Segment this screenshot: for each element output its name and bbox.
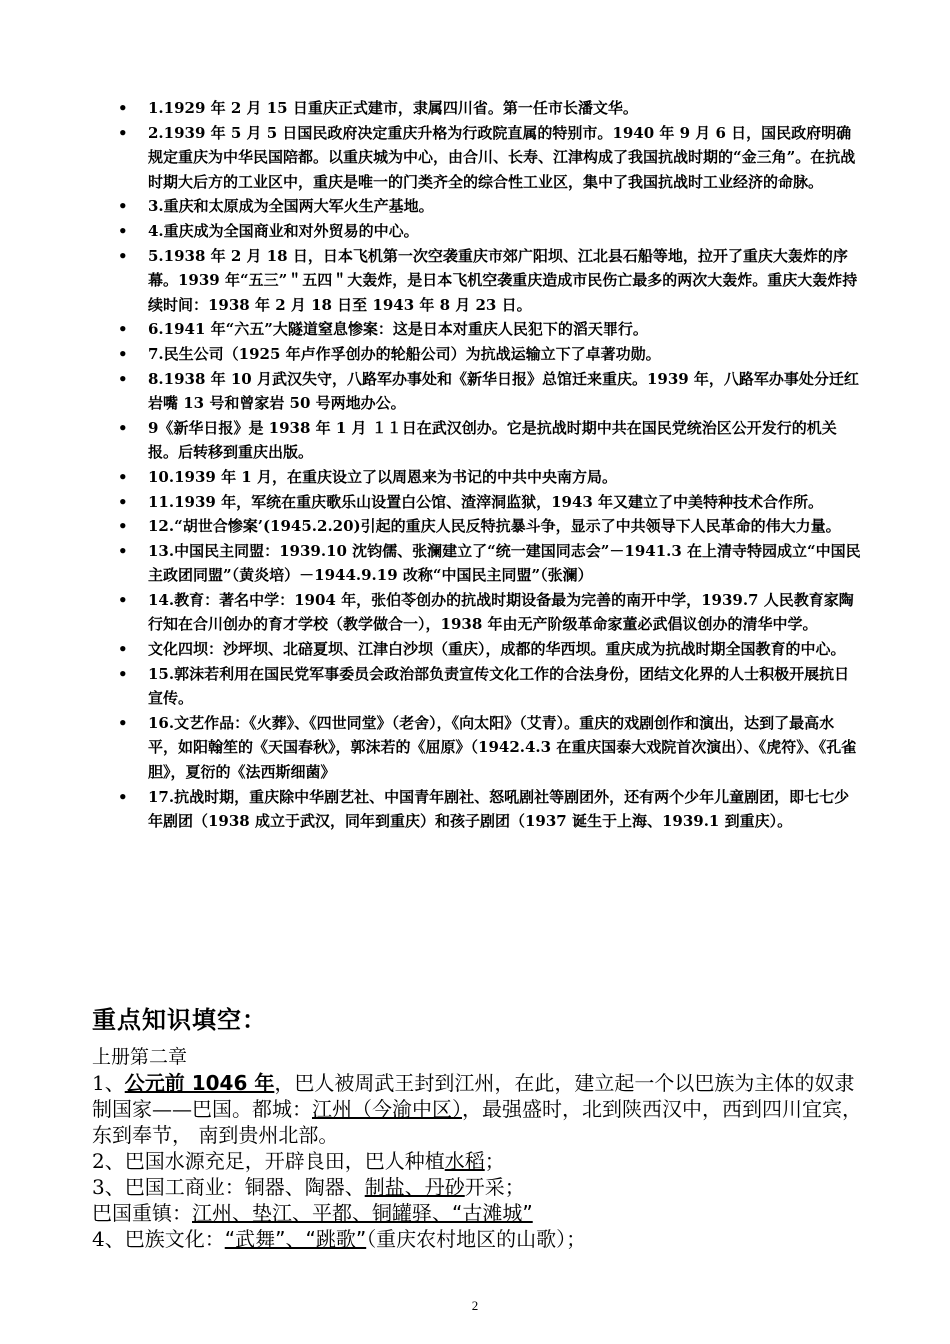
list-item xyxy=(118,367,863,416)
bullet-icon: • xyxy=(118,640,128,659)
list-item xyxy=(118,317,863,342)
question-text: 2、巴国水源充足，开辟良田，巴人种植 xyxy=(92,1149,445,1173)
list-item xyxy=(118,490,863,515)
list-item-text: 文化四坝：沙坪坝、北碚夏坝、江津白沙坝（重庆），成都的华西坝。重庆成为抗战时期全国教育的中心。 xyxy=(148,640,846,659)
list-item-text: 8.1938 年 10 月武汉失守，八路军办事处和《新华日报》总馆迁来重庆。1939 年，八路军办事处分迁红岩嘴 13 号和曾家岩 50 号两地办公。 xyxy=(148,369,859,413)
page-number: 2 xyxy=(471,1298,479,1313)
bullet-icon: • xyxy=(118,123,128,142)
list-item xyxy=(118,711,863,785)
list-item-text: 3.重庆和太原成为全国两大军火生产基地。 xyxy=(148,197,434,216)
list-item-text: 11.1939 年，军统在重庆歌乐山设置白公馆、渣滓洞监狱，1943 年又建立了中美特种技术合作所。 xyxy=(148,492,824,511)
bullet-icon: • xyxy=(118,197,128,216)
list-item xyxy=(118,465,863,490)
list-item-text: 12.“胡世合惨案’(1945.2.20)引起的重庆人民反特抗暴斗争，显示了中共领导下人民革命的伟大力量。 xyxy=(148,517,841,536)
list-item-text: 10.1939 年 1 月，在重庆设立了以周恩来为书记的中共中央南方局。 xyxy=(148,467,617,486)
list-item-text: 17.抗战时期，重庆除中华剧艺社、中国青年剧社、怒吼剧社等剧团外，还有两个少年儿童剧团，即七七少年剧团（1938 成立于武汉，同年到重庆）和孩子剧团（1937 诞生于上海、1939.1 到重庆）。 xyxy=(148,787,850,831)
list-item-text: 9《新华日报》是 1938 年 1 月 １１日在武汉创办。它是抗战时期中共在国民党统治区公开发行的机关报。后转移到重庆出版。 xyxy=(148,418,837,462)
question-text: ； xyxy=(484,1149,505,1173)
answer-blank: 公元前 1046 年 xyxy=(124,1071,275,1095)
bullet-icon: • xyxy=(118,320,128,339)
list-item-text: 13.中国民主同盟：1939.10 沈钧儒、张澜建立了“统一建国同志会”－1941.3 在上清寺特园成立“中国民主政团同盟”（黄炎培）－1944.9.19 改称“中国民主同盟”（张澜） xyxy=(148,541,861,585)
question-3b xyxy=(92,1200,867,1226)
bullet-icon: • xyxy=(118,418,128,437)
list-item xyxy=(118,416,863,465)
list-item-text: 16.文艺作品：《火葬》、《四世同堂》（老舍），《向太阳》（艾青）。重庆的戏剧创作和演出，达到了最高水平，如阳翰笙的《天国春秋》，郭沫若的《屈原》（1942.4.3 在重庆国泰大戏院首次演出）、《虎符》、《孔雀胆》，夏衍的《法西斯细菌》 xyxy=(148,713,857,782)
list-item xyxy=(118,342,863,367)
list-item-text: 7.民生公司（1925 年卢作孚创办的轮船公司）为抗战运输立下了卓著功勋。 xyxy=(148,344,661,363)
list-item-text: 5.1938 年 2 月 18 日，日本飞机第一次空袭重庆市郊广阳坝、江北县石船等地，拉开了重庆大轰炸的序幕。1939 年“五三”＂五四＂大轰炸，是日本飞机空袭重庆造成市民伤亡最多的两次大轰炸。重庆大轰炸持续时间：1938 年 2 月 18 日至 1943 年 8 月 23 日。 xyxy=(148,246,858,314)
list-item xyxy=(118,539,863,588)
question-2 xyxy=(92,1148,867,1174)
question-text: 3、巴国工商业：铜器、陶器、 xyxy=(92,1175,365,1199)
bullet-icon: • xyxy=(118,713,128,732)
answer-blank: 江州、垫江、平都、铜罐驿、“古滩城” xyxy=(192,1201,533,1225)
list-item-text: 4.重庆成为全国商业和对外贸易的中心。 xyxy=(148,221,419,240)
section-title: 重点知识填空： xyxy=(92,1006,267,1034)
question-text: 巴国重镇： xyxy=(92,1201,192,1225)
question-number: 1、 xyxy=(92,1071,125,1095)
chapter-subtitle: 上册第二章 xyxy=(92,1046,188,1068)
list-item-text: 15.郭沫若利用在国民党军事委员会政治部负责宣传文化工作的合法身份，团结文化界的人士积极开展抗日宣传。 xyxy=(148,664,850,708)
list-item xyxy=(118,194,863,219)
list-item xyxy=(118,637,863,662)
answer-blank: 水稻 xyxy=(444,1149,485,1173)
list-item xyxy=(118,785,863,834)
fact-list xyxy=(118,96,863,834)
question-3 xyxy=(92,1174,867,1200)
question-1 xyxy=(92,1070,867,1148)
question-text: （重庆农村地区的山歌）； xyxy=(366,1227,587,1251)
bullet-icon: • xyxy=(118,99,128,117)
list-item-text: 2.1939 年 5 月 5 日国民政府决定重庆升格为行政院直属的特别市。1940 年 9 月 6 日，国民政府明确规定重庆为中华民国陪都。以重庆城为中心，由合川、长寿、江津构成了我国抗战时期的“金三角”。在抗战时期大后方的工业区中，重庆是唯一的门类齐全的综合性工业区，集中了我国抗战时工业经济的命脉。 xyxy=(148,123,856,191)
question-text: 开采； xyxy=(464,1175,525,1199)
question-4 xyxy=(92,1226,867,1252)
list-item-text: 6.1941 年“六五”大隧道窒息惨案：这是日本对重庆人民犯下的滔天罪行。 xyxy=(148,320,648,339)
list-item xyxy=(118,244,863,318)
bullet-icon: • xyxy=(118,541,128,560)
bullet-icon: • xyxy=(118,664,128,683)
bullet-icon: • xyxy=(118,492,128,511)
fill-in-section xyxy=(92,1044,867,1252)
bullet-icon: • xyxy=(118,517,128,536)
list-item xyxy=(118,96,863,121)
list-item xyxy=(118,662,863,711)
list-item-text: 14.教育：著名中学：1904 年，张伯苓创办的抗战时期设备最为完善的南开中学，1939.7 人民教育家陶行知在合川创办的育才学校（教学做合一），1938 年由无产阶级革命家董必武倡议创办的清华中学。 xyxy=(148,590,854,634)
bullet-icon: • xyxy=(118,590,128,609)
bullet-icon: • xyxy=(118,787,128,806)
question-text: ，最强盛时，北到陕西汉中，西到四川宜宾， 东到奉节， 南到贵州北部。 xyxy=(92,1097,862,1147)
bullet-icon: • xyxy=(118,344,128,363)
list-item xyxy=(118,514,863,539)
bullet-icon: • xyxy=(118,369,128,388)
question-text: 4、巴族文化： xyxy=(92,1227,225,1251)
question-text: ，巴人被周武王封到江州，在此，建立起一个以巴族为主体的奴隶制国家——巴国。都城： xyxy=(92,1071,855,1121)
list-item xyxy=(118,219,863,244)
answer-blank: 制盐、丹砂 xyxy=(364,1175,465,1199)
bullet-icon: • xyxy=(118,467,128,486)
list-item-text: 1.1929 年 2 月 15 日重庆正式建市，隶属四川省。第一任市长潘文华。 xyxy=(148,99,638,117)
answer-blank: 江州（今渝中区） xyxy=(312,1097,462,1121)
bullet-icon: • xyxy=(118,246,128,265)
list-item xyxy=(118,588,863,637)
answer-blank: “武舞”、“跳歌” xyxy=(224,1227,367,1251)
list-item xyxy=(118,121,863,195)
bullet-icon: • xyxy=(118,221,128,240)
